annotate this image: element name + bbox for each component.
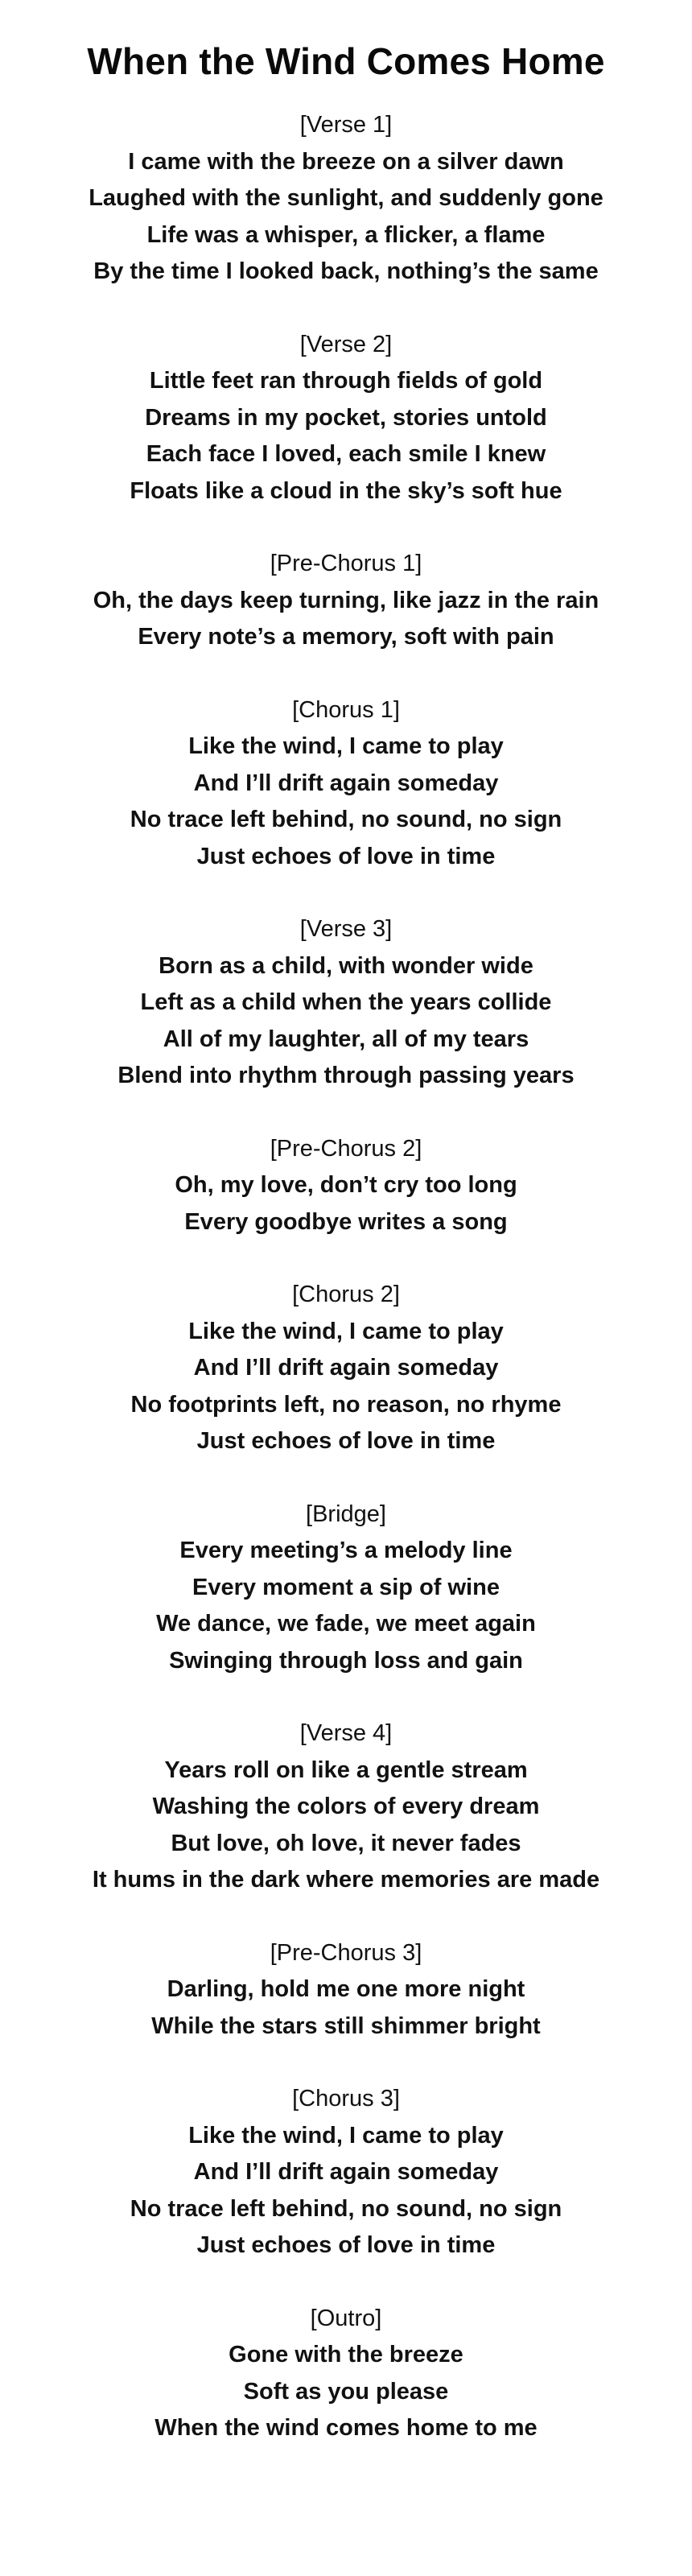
lyrics-section xyxy=(0,1715,692,1899)
section-label: [Verse 2] xyxy=(299,331,393,357)
lyric-line: Soft as you please xyxy=(243,2378,449,2405)
lyric-line: When the wind comes home to me xyxy=(154,2415,538,2441)
lyrics-section xyxy=(0,1935,692,2046)
section-label: [Pre-Chorus 1] xyxy=(270,551,422,576)
lyric-line: Washing the colors of every dream xyxy=(152,1794,540,1819)
lyric-line: Oh, my love, don’t cry too long xyxy=(175,1172,517,1198)
section-label: [Bridge] xyxy=(306,1501,386,1527)
lyric-line: No trace left behind, no sound, no sign xyxy=(130,807,562,832)
lyric-line: Born as a child, with wonder wide xyxy=(159,952,533,979)
lyrics-section xyxy=(0,107,692,291)
lyric-line: Just echoes of love in time xyxy=(196,1428,496,1454)
lyric-line: And I’ll drift again someday xyxy=(193,1355,499,1381)
lyric-line: Every meeting’s a melody line xyxy=(179,1538,513,1563)
lyric-line: Every moment a sip of wine xyxy=(192,1574,500,1600)
song-title: When the Wind Comes Home xyxy=(87,40,605,82)
section-label: [Verse 3] xyxy=(299,916,393,942)
lyric-line: Dreams in my pocket, stories untold xyxy=(145,404,547,431)
lyric-line: Left as a child when the years collide xyxy=(140,989,552,1015)
lyrics-section xyxy=(0,2081,692,2264)
lyric-line: Every goodbye writes a song xyxy=(184,1208,508,1235)
lyric-line: It hums in the dark where memories are made xyxy=(92,1867,600,1893)
lyric-line: Little feet ran through fields of gold xyxy=(149,368,543,394)
lyrics-body xyxy=(0,107,692,2447)
lyric-line: While the stars still shimmer bright xyxy=(151,2013,541,2039)
lyric-line: Gone with the breeze xyxy=(229,2342,463,2368)
lyric-line: Floats like a cloud in the sky’s soft hue xyxy=(130,477,562,504)
lyrics-section xyxy=(0,692,692,876)
lyric-line: But love, oh love, it never fades xyxy=(171,1830,521,1856)
lyric-line: Just echoes of love in time xyxy=(196,843,496,869)
section-label: [Chorus 2] xyxy=(292,1282,400,1307)
lyric-line: Like the wind, I came to play xyxy=(188,2122,504,2149)
section-label: [Verse 4] xyxy=(299,1720,393,1746)
lyric-line: Laughed with the sunlight, and suddenly gone xyxy=(89,185,603,211)
lyrics-section xyxy=(0,1496,692,1680)
lyrics-section xyxy=(0,1277,692,1460)
section-label: [Pre-Chorus 2] xyxy=(270,1135,422,1162)
lyrics-section xyxy=(0,327,692,510)
lyric-line: By the time I looked back, nothing’s the same xyxy=(93,258,599,284)
lyric-line: Swinging through loss and gain xyxy=(169,1647,523,1674)
lyric-line: Like the wind, I came to play xyxy=(188,733,504,759)
lyric-line: Darling, hold me one more night xyxy=(167,1976,525,2002)
lyric-line: Years roll on like a gentle stream xyxy=(164,1757,528,1783)
section-label: [Pre-Chorus 3] xyxy=(270,1939,422,1966)
lyric-line: And I’ll drift again someday xyxy=(193,770,499,796)
section-label: [Verse 1] xyxy=(299,112,393,138)
lyric-line: Life was a whisper, a flicker, a flame xyxy=(146,221,546,248)
section-label: [Chorus 1] xyxy=(292,696,400,723)
lyric-line: Oh, the days keep turning, like jazz in the rain xyxy=(93,587,599,613)
lyrics-section xyxy=(0,1131,692,1241)
lyric-line: Blend into rhythm through passing years xyxy=(117,1063,575,1088)
lyrics-section xyxy=(0,2301,692,2447)
lyric-line: And I’ll drift again someday xyxy=(193,2159,499,2185)
lyric-line: Every note’s a memory, soft with pain xyxy=(138,624,554,650)
section-label: [Outro] xyxy=(310,2305,382,2331)
section-label: [Chorus 3] xyxy=(292,2086,400,2112)
lyric-line: No trace left behind, no sound, no sign xyxy=(130,2195,562,2222)
lyric-line: All of my laughter, all of my tears xyxy=(163,1026,529,1052)
lyric-line: We dance, we fade, we meet again xyxy=(156,1611,536,1637)
lyrics-section xyxy=(0,546,692,656)
lyric-line: Each face I loved, each smile I knew xyxy=(146,441,546,467)
lyric-line: I came with the breeze on a silver dawn xyxy=(128,148,564,175)
lyric-line: Just echoes of love in time xyxy=(196,2232,496,2258)
lyric-line: No footprints left, no reason, no rhyme xyxy=(130,1391,562,1418)
lyric-line: Like the wind, I came to play xyxy=(188,1318,504,1344)
lyrics-section xyxy=(0,911,692,1095)
